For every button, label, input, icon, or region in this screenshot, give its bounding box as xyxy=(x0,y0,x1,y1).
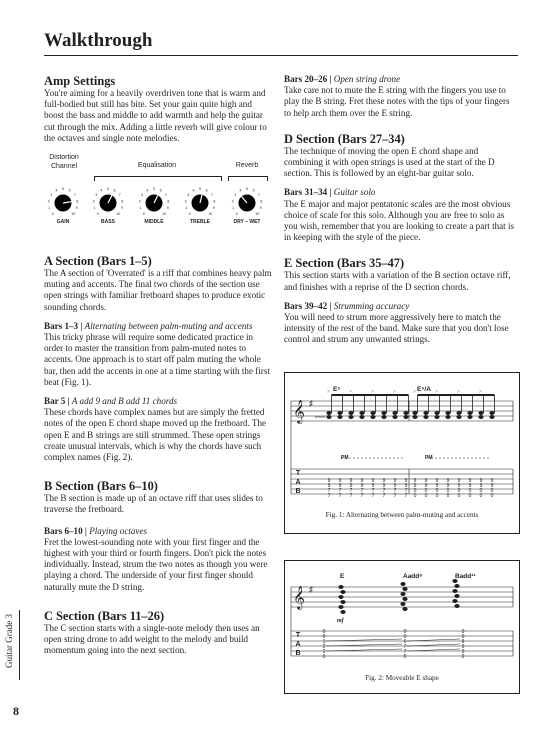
right-column xyxy=(284,74,518,346)
knob-scale-label: 6 xyxy=(113,188,116,193)
note-head xyxy=(434,411,439,415)
tab-fret-column: 9 9 7 7 xyxy=(349,478,353,499)
b-section-heading: B Section (Bars 6–10) xyxy=(44,479,158,494)
knob-scale-label: 2 xyxy=(231,199,234,204)
note-head xyxy=(412,411,417,415)
bars-39-42-text: You will need to strum more aggressively here to match the intensity of the rest of the band. Make sure that you don't lose control and strum any unwanted strings. xyxy=(284,312,509,345)
fig2-chord-aadd9: Aadd⁹ xyxy=(403,573,423,580)
knob-scale-label: 9 xyxy=(166,206,169,211)
figure-2 xyxy=(284,560,520,694)
tab-fret-column: 9 9 0 0 xyxy=(490,478,494,499)
note-head xyxy=(326,411,331,415)
dry-wet-knob-icon xyxy=(230,186,264,216)
knob-scale-label: 9 xyxy=(259,206,262,211)
e-section-text: This section starts with a variation of the B section octave riff, and finishes with a reprise of the D section chords. xyxy=(284,270,511,292)
b-section-text: The B section is made up of an octave riff that uses slides to traverse the fretboard. xyxy=(44,493,263,515)
chord-note-head xyxy=(454,594,459,598)
knob-scale-label: 1 xyxy=(48,206,51,211)
knob-scale-label: 3 xyxy=(95,193,98,198)
knob-middle[interactable]: 0 1 2 3 4 5 6 7 8 9 10 MIDDLE xyxy=(138,187,170,226)
knob-scale-label: 1 xyxy=(139,206,142,211)
side-label: Guitar Grade 3 xyxy=(4,614,14,668)
bars-6-10-subheading: Bars 6–10 | Playing octaves xyxy=(44,525,148,536)
note-head xyxy=(434,415,439,419)
reverb-group-label: Reverb xyxy=(235,162,259,170)
knob-scale-label: 8 xyxy=(76,199,79,204)
chord-note-head xyxy=(402,607,407,611)
knob-scale-label: 4 xyxy=(100,188,103,193)
figure-1 xyxy=(284,372,520,534)
knob-scale-label: 5 xyxy=(246,187,248,192)
note-head xyxy=(478,411,483,415)
knob-scale-label: 6 xyxy=(252,188,255,193)
chord-note-head xyxy=(452,599,457,603)
knob-scale-label: 2 xyxy=(92,199,95,204)
knob-scale-label: 9 xyxy=(212,206,215,211)
chord-note-head xyxy=(340,600,345,604)
knob-scale-label: 4 xyxy=(55,188,58,193)
knob-scale-label: 3 xyxy=(141,193,144,198)
knob-scale-label: 0 xyxy=(96,211,99,216)
tab-fret-column: 9 9 7 7 xyxy=(360,478,364,499)
knob-scale-label: 7 xyxy=(257,193,260,198)
tab-fret-column: 9 9 7 7 xyxy=(382,478,386,499)
knob-scale-label: 8 xyxy=(260,199,263,204)
equalisation-bracket xyxy=(94,176,222,181)
page-number: 8 xyxy=(13,704,19,718)
note-head xyxy=(403,415,408,419)
knob-scale-label: 7 xyxy=(118,193,121,198)
d-section-text: The technique of moving the open E chord shape and combining it with open strings is used at the start of the D section. This is followed by an eight-bar guitar solo. xyxy=(284,145,495,179)
knob-scale-label: 7 xyxy=(210,193,213,198)
note-head xyxy=(359,415,364,419)
note-head xyxy=(456,411,461,415)
fig2-chord-badd11: Badd¹¹ xyxy=(455,573,476,580)
bars-1-3-text: This tricky phrase will require some dedicated practice in order to master the transition from palm-muted notes to accents. One approach is to start off palm muting the whole bar, then add the accents in one at a time starting with the first beat (Fig. 1). xyxy=(44,332,270,387)
note-head xyxy=(359,411,364,415)
note-head xyxy=(381,415,386,419)
treble-clef-icon: 𝄞 xyxy=(293,399,305,423)
tab-fret-column: 9 9 7 7 xyxy=(393,478,397,499)
accent-mark: > xyxy=(413,390,416,395)
knob-scale-label: 1 xyxy=(93,206,96,211)
chord-note-head xyxy=(338,595,343,599)
tab-fret-column: 9 9 7 7 xyxy=(327,478,331,499)
sharp-icon: ♯ xyxy=(309,399,313,408)
chord-note-head xyxy=(338,605,343,609)
note-head xyxy=(392,415,397,419)
chord-note-head xyxy=(340,610,345,614)
bars-31-34-text: The E major and major pentatonic scales are the most obvious choice of scale for this solo. Although you are free to solo as you wish, remember that you are looking to create a part that is in keeping with the style of the piece. xyxy=(284,198,515,243)
chord-note-head xyxy=(400,602,405,606)
gain-knob-icon xyxy=(46,186,80,216)
bars-39-42-subheading: Bars 39–42 | Strumming accuracy xyxy=(284,300,410,311)
note-head xyxy=(370,411,375,415)
fig1-notation xyxy=(285,373,519,533)
a-section-heading: A Section (Bars 1–5) xyxy=(44,254,152,269)
fig2-chord-e: E xyxy=(340,573,345,580)
tab-fret-column: 9 9 7 7 xyxy=(404,478,408,499)
note-head xyxy=(412,415,417,419)
note-head xyxy=(489,411,494,415)
knob-bass[interactable]: 0 1 2 3 4 5 6 7 8 9 10 BASS xyxy=(92,187,124,226)
accent-mark: > xyxy=(479,390,482,395)
chord-note-head xyxy=(452,589,457,593)
knob-scale-label: 6 xyxy=(159,188,162,193)
knob-scale-label: 7 xyxy=(73,193,76,198)
knob-scale-label: 8 xyxy=(167,199,170,204)
bar-5-text: These chords have complex names but are simply the fretted notes of the open E chord shape moved up the fretboard. The open E and B strings are still strummed. These open strings create unusual intervals, which is why the chords have such complex names (Fig. 2). xyxy=(44,407,267,463)
knob-scale-label: 1 xyxy=(185,206,188,211)
knob-scale-label: 4 xyxy=(192,188,195,193)
equalisation-group-label: Equalisation xyxy=(137,162,177,170)
knob-scale-label: 10 xyxy=(71,211,76,216)
note-head xyxy=(337,411,342,415)
note-head xyxy=(337,415,342,419)
knob-scale-label: 2 xyxy=(184,199,187,204)
note-head xyxy=(326,415,331,419)
accent-mark: > xyxy=(393,390,396,395)
reverb-bracket xyxy=(228,176,268,181)
knob-scale-label: 0 xyxy=(235,211,238,216)
tab-fret-column: 9 9 0 0 xyxy=(468,478,472,499)
knob-scale-label: 3 xyxy=(187,193,190,198)
bars-31-34-subheading: Bars 31–34 | Guitar solo xyxy=(284,187,376,198)
knob-treble[interactable]: 0 1 2 3 4 5 6 7 8 9 10 TREBLE xyxy=(184,187,216,226)
fig2-tab-letters: T A B xyxy=(295,632,301,657)
note-head xyxy=(456,415,461,419)
c-section-heading: C Section (Bars 11–26) xyxy=(44,608,165,623)
chord-note-head xyxy=(454,604,459,608)
tab-fret-column: 9 9 0 0 xyxy=(479,478,483,499)
fig2-dynamic: mf xyxy=(337,618,344,624)
fig1-chord-e5-a: E⁵/A xyxy=(417,386,431,393)
chord-note-head xyxy=(338,585,343,589)
accent-mark: > xyxy=(457,390,460,395)
knob-scale-label: 2 xyxy=(138,199,141,204)
knob-scale-label: 0 xyxy=(188,211,191,216)
knob-scale-label: 8 xyxy=(121,199,124,204)
bars-6-10-text: Fret the lowest-sounding note with your first finger and the highest with your third or fourth fingers. Don't pick the notes individually. Instead, strum the two notes as though you were playing a chord. The underside of your first finger should naturally mute the D string. xyxy=(44,536,268,592)
note-head xyxy=(478,415,483,419)
note-head xyxy=(467,411,472,415)
fig2-caption: Fig. 2: Moveable E shape xyxy=(365,674,439,682)
accent-mark: > xyxy=(327,390,330,395)
fig1-chord-e5: E⁵ xyxy=(333,386,341,393)
bars-20-26-text: Take care not to mute the E string with the fingers you use to play the B string. Fret these notes with the tips of your fingers to help arch them over the E string. xyxy=(284,85,510,118)
fig1-pm-marking-2: PM xyxy=(425,455,433,461)
accent-mark: > xyxy=(435,390,438,395)
tab-fret-column: 0 0 6 7 7 0 xyxy=(403,629,407,660)
title-rule xyxy=(44,55,518,56)
bars-1-3-subheading: Bars 1–3 | Alternating between palm-muting and accents xyxy=(44,320,253,331)
page-title: Walkthrough xyxy=(44,30,153,51)
knob-scale-label: 0 xyxy=(142,211,145,216)
accent-mark: > xyxy=(371,390,374,395)
knob-dry-wet[interactable]: 0 1 2 3 4 5 6 7 8 9 10 DRY – WET xyxy=(231,187,263,226)
knob-scale-label: 6 xyxy=(205,188,208,193)
a-section-text: The A section of 'Overrated' is a riff that combines heavy palm muting and accents. The final two chords of the section use open strings with familiar fretboard shapes to produce exotic sounding chords. xyxy=(44,268,272,312)
knob-gain[interactable]: 0 1 2 3 4 5 6 7 8 9 10 GAIN xyxy=(47,187,79,226)
knob-scale-label: 10 xyxy=(116,211,121,216)
fig1-caption: Fig. 1: Alternating between palm-muting and accents xyxy=(325,511,479,519)
chord-note-head xyxy=(402,587,407,591)
sharp-icon: ♯ xyxy=(309,585,313,594)
knob-scale-label: 5 xyxy=(107,187,109,192)
amp-settings-text: You're aiming for a heavily overdriven tone that is warm and full-bodied but still has bite. Set your gain quite high and boost the bass and middle to add warmth and help the guitar cut through the mix. Adding a little reverb will give colour to the octaves and single note melodies. xyxy=(44,88,267,143)
note-head xyxy=(348,415,353,419)
knob-scale-label: 4 xyxy=(146,188,149,193)
knob-scale-label: 5 xyxy=(62,187,64,192)
c-section-text: The C section starts with a single-note melody then uses an open string drone to add weight to the melody and build momentum going into the next section. xyxy=(44,622,260,656)
tab-fret-column: 9 9 0 0 xyxy=(446,478,450,499)
note-head xyxy=(392,411,397,415)
e-section-heading: E Section (Bars 35–47) xyxy=(284,256,405,271)
treble-clef-icon: 𝄞 xyxy=(293,585,305,609)
tab-fret-column: 9 9 0 0 xyxy=(457,478,461,499)
knob-scale-label: 3 xyxy=(50,193,53,198)
tab-fret-column: 9 9 7 7 xyxy=(338,478,342,499)
note-head xyxy=(423,415,428,419)
knob-scale-label: 5 xyxy=(199,187,201,192)
tab-fret-column: 0 0 8 9 9 0 xyxy=(461,629,465,660)
chord-note-head xyxy=(400,592,405,596)
knob-scale-label: 1 xyxy=(232,206,235,211)
knob-scale-label: 10 xyxy=(208,211,213,216)
tab-fret-column: 9 9 0 0 xyxy=(424,478,428,499)
bass-knob-icon xyxy=(91,186,125,216)
bar-5-subheading: Bar 5 | A add 9 and B add 11 chords xyxy=(44,396,178,407)
knob-scale-label: 7 xyxy=(164,193,167,198)
knob-scale-label: 9 xyxy=(120,206,123,211)
note-head xyxy=(445,415,450,419)
note-head xyxy=(467,415,472,419)
accent-mark: > xyxy=(349,390,352,395)
knob-scale-label: 9 xyxy=(75,206,78,211)
tab-fret-column: 9 9 7 7 xyxy=(371,478,375,499)
side-rule xyxy=(19,610,20,680)
middle-knob-icon xyxy=(137,186,171,216)
tab-fret-column: 0 0 1 2 2 0 xyxy=(322,629,326,660)
note-head xyxy=(403,411,408,415)
knob-scale-label: 3 xyxy=(234,193,237,198)
knob-scale-label: 6 xyxy=(68,188,71,193)
bars-20-26-subheading: Bars 20–26 | Open string drone xyxy=(284,74,401,84)
knob-scale-label: 5 xyxy=(153,187,155,192)
note-head xyxy=(370,415,375,419)
amp-settings-diagram xyxy=(44,154,273,254)
note-head xyxy=(423,411,428,415)
chord-note-head xyxy=(400,582,405,586)
note-head xyxy=(381,411,386,415)
tab-fret-column: 9 9 0 0 xyxy=(413,478,417,499)
left-column xyxy=(44,74,273,657)
d-section-heading: D Section (Bars 27–34) xyxy=(284,131,405,146)
chord-note-head xyxy=(340,590,345,594)
knob-scale-label: 8 xyxy=(213,199,216,204)
chord-note-head xyxy=(454,584,459,588)
fig1-pm-marking-1: PM xyxy=(341,455,349,461)
knob-scale-label: 2 xyxy=(47,199,50,204)
note-head xyxy=(348,411,353,415)
distortion-group-label: Distortion Channel xyxy=(49,154,79,170)
note-head xyxy=(489,415,494,419)
fig1-tab-letters: T A B xyxy=(295,470,301,495)
knob-scale-label: 10 xyxy=(162,211,167,216)
knob-scale-label: 10 xyxy=(255,211,260,216)
treble-knob-icon xyxy=(183,186,217,216)
note-head xyxy=(445,411,450,415)
knob-scale-label: 4 xyxy=(239,188,242,193)
tab-fret-column: 9 9 0 0 xyxy=(435,478,439,499)
amp-settings-heading: Amp Settings xyxy=(44,74,116,88)
chord-note-head xyxy=(402,597,407,601)
knob-scale-label: 0 xyxy=(51,211,54,216)
